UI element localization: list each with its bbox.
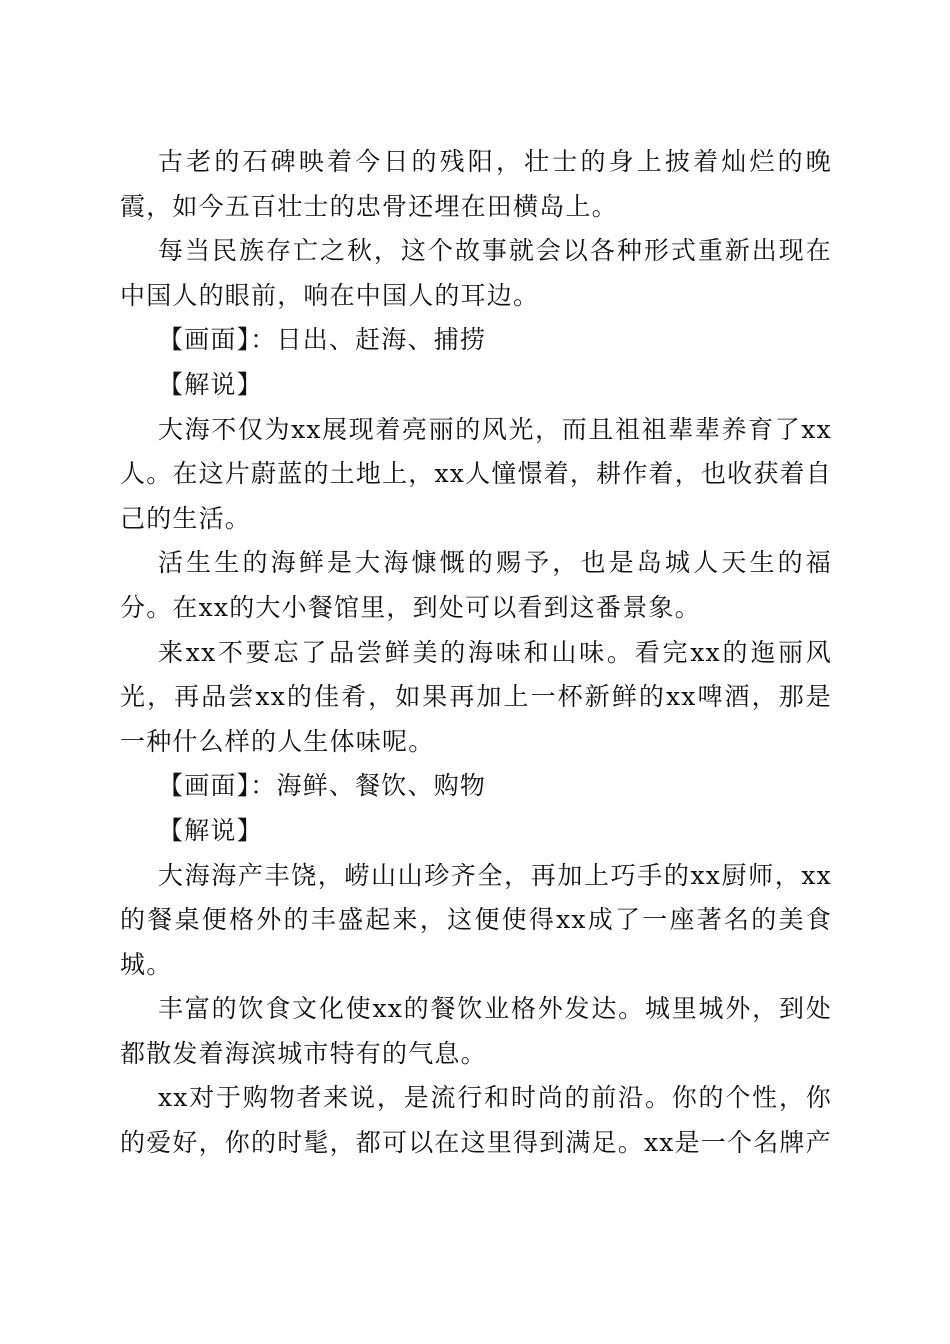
narration-label-2: 【解说】 — [158, 815, 263, 845]
paragraph-shopping: xx对于购物者来说，是流行和时尚的前沿。你的个性，你的爱好，你的时髦，都可以在这里得到满足。xx是一个名牌产 — [120, 1083, 832, 1158]
paragraph-food-city: 大海海产丰饶，崂山山珍齐全，再加上巧手的xx厨师，xx的餐桌便格外的丰盛起来，这便使得xx成了一座著名的美食城。 — [120, 860, 832, 979]
paragraph-taste-flavors: 来xx不要忘了品尝鲜美的海味和山味。看完xx的迤丽风光，再品尝xx的佳肴，如果再加上一杯新鲜的xx啤酒，那是一种什么样的人生体味呢。 — [120, 637, 832, 756]
narration-label-1: 【解说】 — [158, 369, 263, 399]
paragraph-food-culture: 丰富的饮食文化使xx的餐饮业格外发达。城里城外，到处都散发着海滨城市特有的气息。 — [120, 994, 832, 1068]
paragraph-fresh-seafood: 活生生的海鲜是大海慷慨的赐予，也是岛城人天生的福分。在xx的大小餐馆里，到处可以看到这番景象。 — [120, 548, 832, 622]
paragraph-stone-tablet: 古老的石碑映着今日的残阳，壮士的身上披着灿烂的晚霞，如今五百壮士的忠骨还埋在田横岛上。 — [120, 147, 832, 221]
paragraph-national-crisis: 每当民族存亡之秋，这个故事就会以各种形式重新出现在中国人的眼前，响在中国人的耳边。 — [120, 236, 832, 310]
paragraph-sea-nurtures: 大海不仅为xx展现着亮丽的风光，而且祖祖辈辈养育了xx人。在这片蔚蓝的土地上，xx人憧憬着，耕作着，也收获着自己的生活。 — [120, 414, 832, 533]
document-body — [120, 140, 832, 1166]
scene-label-seafood: 【画面】：海鲜、餐饮、购物 — [158, 771, 487, 801]
scene-label-sunrise: 【画面】：日出、赶海、捕捞 — [158, 325, 487, 355]
